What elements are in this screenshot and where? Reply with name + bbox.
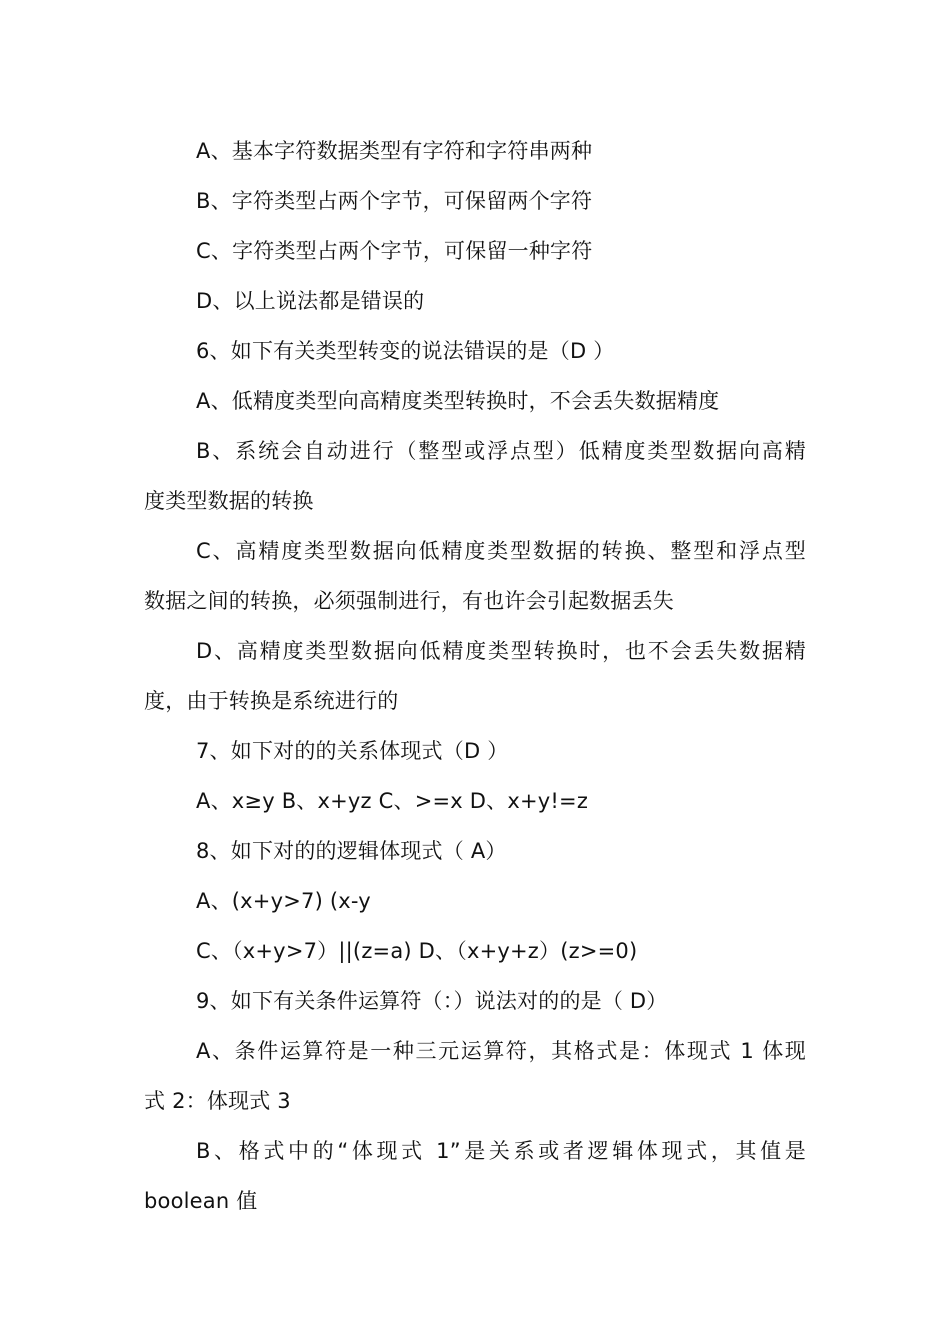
q6-option-a-text: A、低精度类型向高精度类型转换时，不会丢失数据精度 — [196, 389, 720, 413]
q7-options-text: A、x≥y B、x+yz C、>=x D、x+y!=z — [196, 789, 589, 813]
question-8-text: 8、如下对的的逻辑体现式（ A） — [196, 839, 507, 863]
q9-option-a-text: A、条件运算符是一种三元运算符，其格式是：体现式 1 体现 — [196, 1039, 806, 1063]
q6-option-c-text: C、高精度类型数据向低精度类型数据的转换、整型和浮点型 — [196, 539, 806, 563]
q6-option-d-text: D、高精度类型数据向低精度类型转换时，也不会丢失数据精 — [196, 639, 806, 663]
q8-option-cd-text: C、（x+y>7）||(z=a) D、（x+y+z）(z>=0) — [196, 939, 638, 963]
question-7-text: 7、如下对的的关系体现式（D ） — [196, 739, 509, 763]
option-c-text: C、字符类型占两个字节，可保留一种字符 — [196, 239, 593, 263]
q9-option-b-continuation: boolean 值 — [144, 1189, 258, 1213]
option-b-text: B、字符类型占两个字节，可保留两个字符 — [196, 189, 593, 213]
q9-option-a-continuation: 式 2：体现式 3 — [144, 1089, 291, 1113]
q8-option-a-text: A、(x+y>7) (x-y — [196, 889, 371, 913]
option-d-text: D、以上说法都是错误的 — [196, 289, 425, 313]
q9-option-b-text: B、格式中的“体现式 1”是关系或者逻辑体现式，其值是 — [196, 1139, 806, 1163]
q6-option-d-continuation: 度，由于转换是系统进行的 — [144, 689, 399, 713]
option-a-text: A、基本字符数据类型有字符和字符串两种 — [196, 139, 593, 163]
q6-option-b-continuation: 度类型数据的转换 — [144, 489, 314, 513]
question-9-text: 9、如下有关条件运算符（：）说法对的的是（ D） — [196, 989, 668, 1013]
question-6-text: 6、如下有关类型转变的说法错误的是（D ） — [196, 339, 615, 363]
q6-option-c-continuation: 数据之间的转换，必须强制进行，有也许会引起数据丢失 — [144, 589, 674, 613]
q6-option-b-text: B、系统会自动进行（整型或浮点型）低精度类型数据向高精 — [196, 439, 806, 463]
